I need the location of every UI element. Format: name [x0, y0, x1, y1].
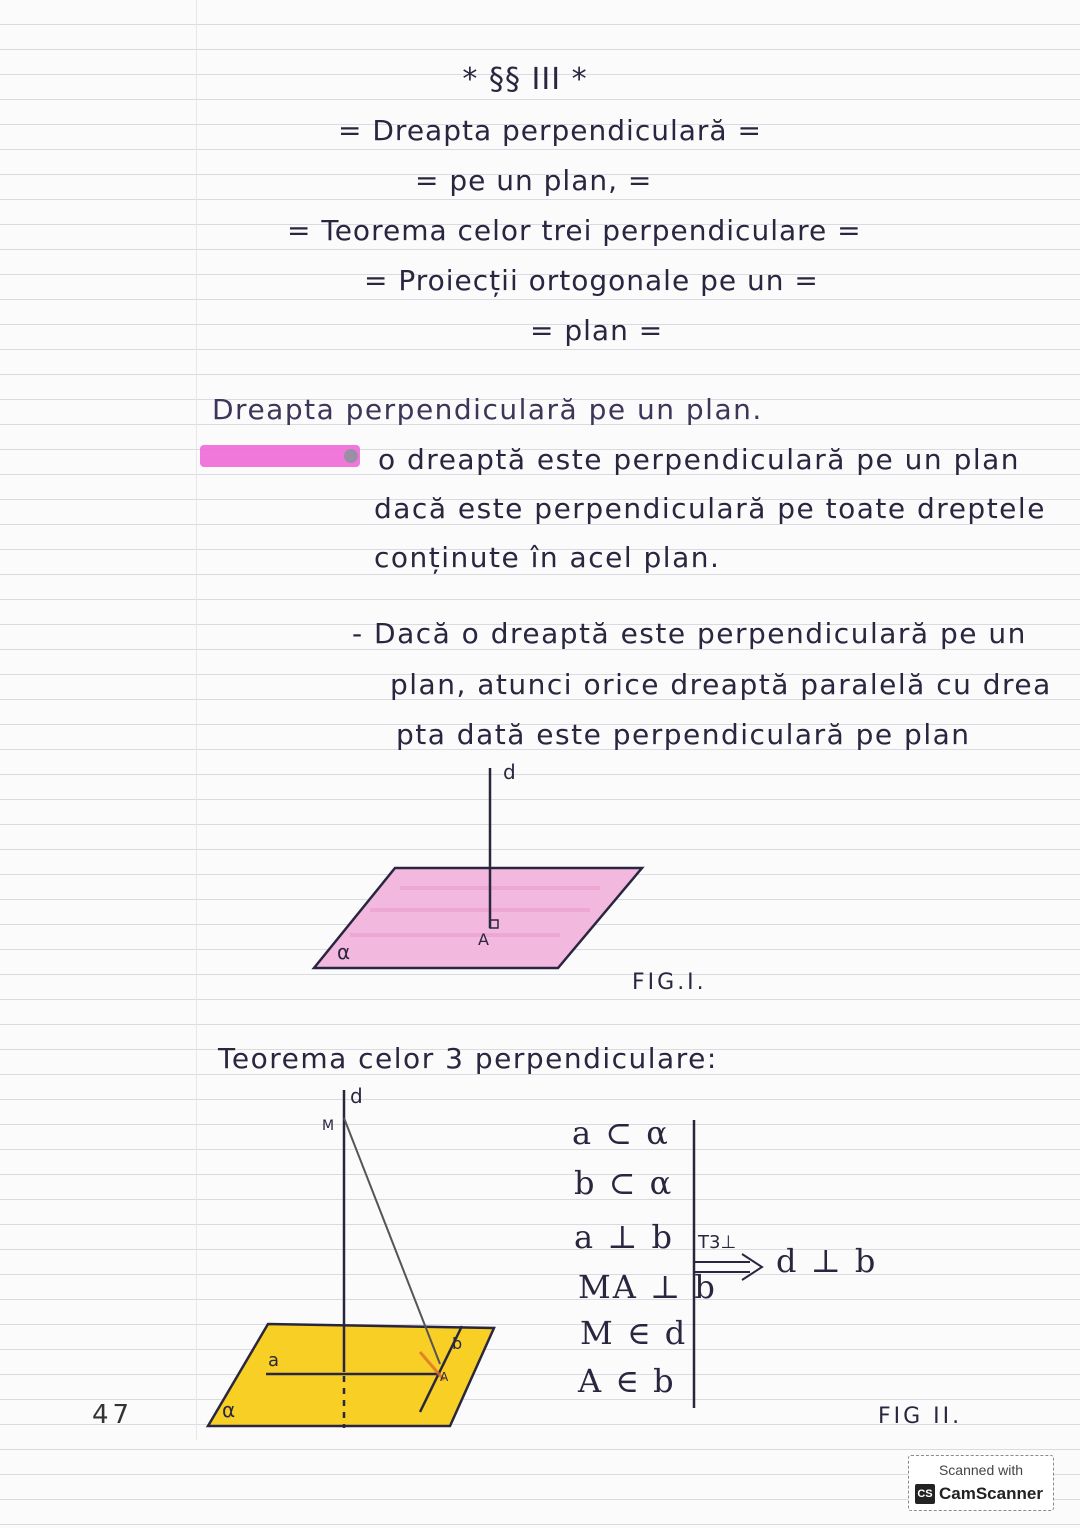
scanner-brand: CamScanner — [939, 1484, 1043, 1503]
fig1-label-d: d — [503, 760, 516, 784]
definition-line-3: conținute în acel plan. — [374, 541, 721, 574]
definition-line-2: dacă este perpendiculară pe toate dreptele — [374, 492, 1046, 525]
fig2-label-b: b — [452, 1334, 463, 1353]
property-line-2: plan, atunci orice dreaptă paralelă cu drea — [390, 668, 1052, 701]
definition-line-1: o dreaptă este perpendiculară pe un plan — [378, 443, 1021, 476]
fig2-label-m: M — [322, 1118, 335, 1134]
plane-alpha-1 — [314, 868, 642, 968]
figure-2 — [208, 1090, 762, 1428]
property-line-1: - Dacă o dreaptă este perpendiculară pe un — [352, 617, 1027, 650]
hypothesis-5: M ∈ d — [580, 1314, 688, 1352]
fig2-label-point-a: A — [440, 1370, 449, 1384]
fig1-label-a: A — [478, 930, 489, 949]
title-line-2: = pe un plan, = — [415, 164, 653, 197]
hypothesis-2: b ⊂ α — [574, 1164, 674, 1202]
property-line-3: pta dată este perpendiculară pe plan — [396, 718, 971, 751]
fig2-caption: FIG II. — [878, 1404, 963, 1429]
page-number: 47 — [92, 1400, 134, 1430]
title-line-1: = Dreapta perpendiculară = — [338, 114, 762, 147]
camscanner-logo-icon: CS — [915, 1484, 935, 1504]
section2-heading: Teorema celor 3 perpendiculare: — [218, 1042, 718, 1075]
hypothesis-6: A ∈ b — [578, 1362, 676, 1400]
hypothesis-4: MA ⊥ b — [578, 1268, 717, 1306]
conclusion: d ⊥ b — [776, 1242, 878, 1280]
theorem-abbr: T3⊥ — [698, 1232, 737, 1253]
fig2-label-d: d — [350, 1084, 363, 1108]
title-line-3: = Teorema celor trei perpendiculare = — [287, 214, 862, 247]
section1-heading: Dreapta perpendiculară pe un plan. — [212, 393, 763, 426]
hypothesis-1: a ⊂ α — [572, 1114, 670, 1152]
camscanner-watermark — [908, 1455, 1054, 1511]
fig2-label-a: a — [268, 1350, 280, 1371]
fig1-caption: FIG.I. — [632, 970, 707, 995]
hypothesis-3: a ⊥ b — [574, 1218, 674, 1256]
fig1-label-alpha: α — [337, 940, 351, 964]
fig2-label-alpha: α — [222, 1398, 236, 1422]
title-line-4: = Proiecții ortogonale pe un = — [364, 264, 819, 297]
title-line-5: = plan = — [530, 314, 664, 347]
scanner-caption: Scanned with — [938, 1462, 1024, 1478]
chapter-title: * §§ III * — [462, 62, 588, 97]
